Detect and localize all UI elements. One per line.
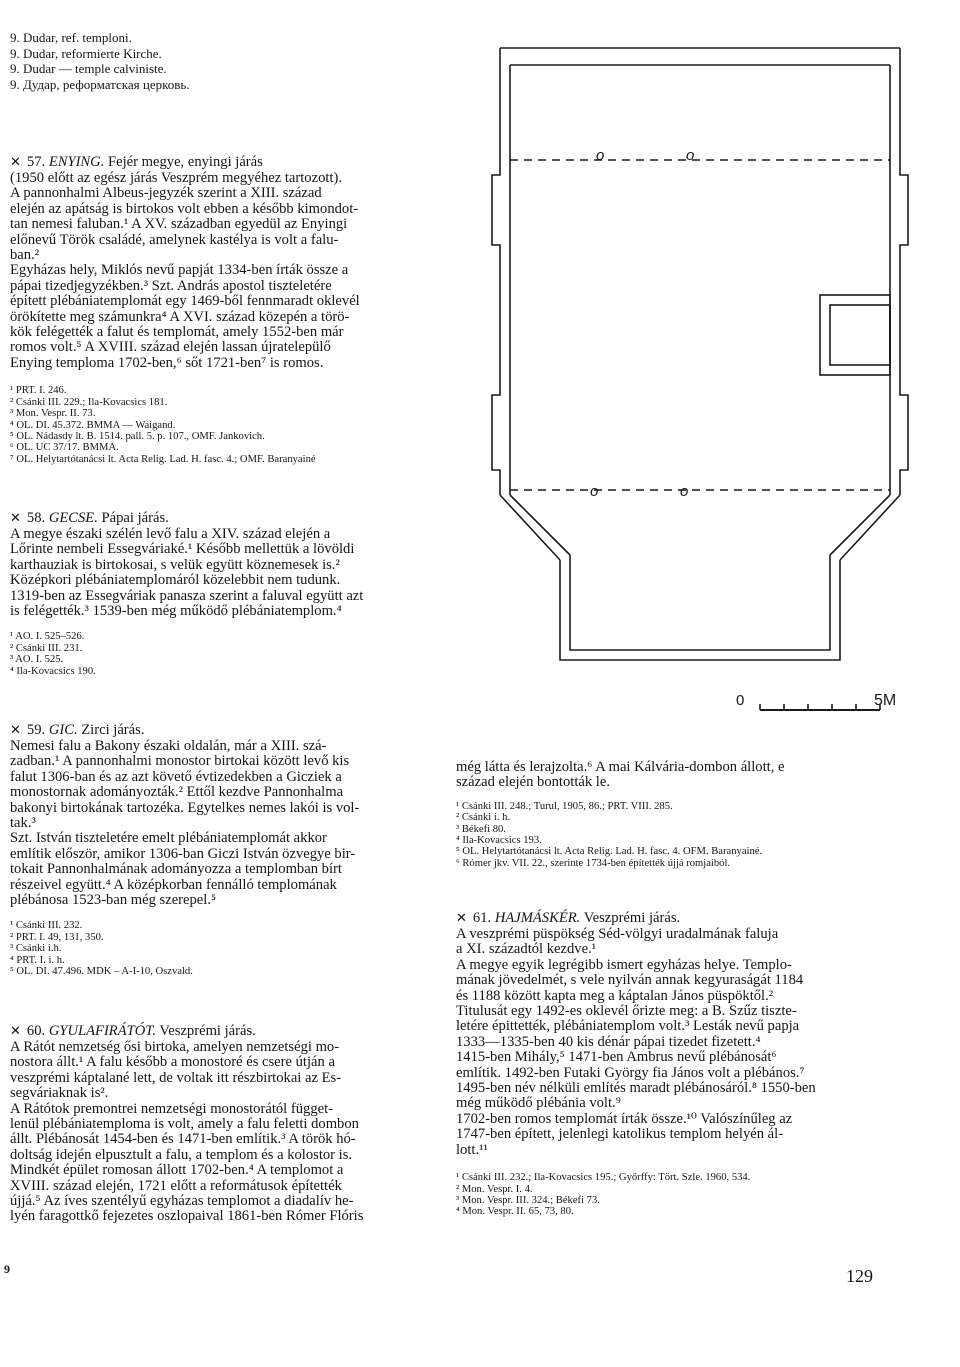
plan-right-wall	[900, 48, 908, 495]
column-mark: o	[596, 147, 605, 164]
column-mark: o	[590, 483, 599, 500]
entry-heading: ✕ 60. GYULAFIRÁTÓT. Veszprémi járás.	[10, 1023, 256, 1039]
apse-left-inner	[510, 495, 570, 555]
place-name: GIC.	[48, 722, 78, 738]
cross-icon: ✕	[10, 511, 21, 526]
cross-icon: ✕	[10, 155, 21, 170]
district: Veszprémi járás.	[583, 910, 681, 926]
sanctuary-outer	[560, 560, 840, 660]
entry-heading: ✕ 58. GECSE. Pápai járás.	[10, 510, 169, 526]
cross-icon: ✕	[10, 1024, 21, 1039]
entry-60-continued	[456, 760, 896, 869]
place-name: ENYING.	[48, 154, 105, 170]
scale-label: 5M	[874, 692, 897, 709]
entry-text: A Rátót nemzetség ősi birtoka, amelyen nemzetségi mo- nostora állt.¹ A falu később a monostoré és csere útján a veszprémi káptalané lett, de voltak itt részbirtokai az Es- segváriaknak is². A Rátótok premontrei nemzetségi monostorától függet- lenül plébániatemploma is volt, amely a falu feletti dombon állt. Plébánosát 1454-ben és 1471-ben említik.³ A török hó- doltság idején elpusztult a falu, a templom és a kolostor is. Mindkét épület romosan állott 1702-ben.⁴ A templomot a XVIII. század elején, 1721 előtt a reformátusok építették újjá.⁵ Az íves szentélyű egyházas templomot a diadalív he- lyén faragottkő fejezetes oszlopaival 1861-ben Rómer Flóris	[10, 1039, 364, 1225]
church-floor-plan	[470, 40, 910, 720]
footnotes: ¹ Csánki III. 232. ² PRT. I. 49, 131, 350. ³ Csánki i.h. ⁴ PRT. I. i. h. ⁵ OL. DI. 47.496. MDK – A-I-10, Oszvald.	[10, 920, 193, 978]
cross-icon: ✕	[456, 911, 467, 926]
scale-zero: 0	[736, 692, 745, 709]
apse-right-inner	[830, 495, 890, 555]
cross-icon: ✕	[10, 723, 21, 738]
district: Veszprémi járás.	[159, 1023, 256, 1039]
footnotes: ¹ Csánki III. 232.; Ila-Kovacsics 195.; Győrffy: Tört. Szle. 1960, 534. ² Mon. Vespr. I. 4. ³ Mon. Vespr. III. 324.; Békefi 73. ⁴ Mon. Vespr. II. 65, 73, 80.	[456, 1172, 751, 1218]
caption-hu: 9. Dudar, ref. temploni.	[10, 30, 132, 45]
signature-mark: 9	[4, 1262, 10, 1276]
apse-right-diagonal	[840, 495, 900, 560]
district: Zirci járás.	[81, 722, 145, 738]
place-name: GECSE.	[48, 510, 98, 526]
side-chapel-inner	[830, 305, 890, 365]
footnotes: ¹ PRT. I. 246. ² Csánki III. 229.; Ila-Kovacsics 181. ³ Mon. Vespr. II. 73. ⁴ OL. DI. 45.372. BMMA — Waigand. ⁵ OL. Nádasdy lt. B. 1514. pall. 5. p. 107., OMF. Jankovich. ⁶ OL. UC 37/17. BMMA. ⁷ OL. Helytartótanácsi lt. Acta Relig. Lad. H. fasc. 4.; OMF. Baranyainé	[10, 385, 316, 465]
caption-de: 9. Dudar, reformierte Kirche.	[10, 45, 162, 61]
figure-captions	[10, 30, 370, 92]
entry-text: A megye északi szélén levő falu a XIV. század elején a Lőrinte nembeli Essegváriaké.¹ Később mellettük a lövöldi karthauziak is birtokosai, s velük együtt köznemesek is.² Középkori plébániatemplomáról közelebbit nem tudunk. 1319-ben az Essegváriak panasza szerint a faluval együtt azt is felégették.³ 1539-ben még működő plébániatemplom.⁴	[10, 526, 364, 620]
footnotes: ¹ AO. I. 525–526. ² Csánki III. 231. ³ AO. I. 525. ⁴ Ila-Kovacsics 190.	[10, 631, 96, 677]
entry-61	[456, 910, 896, 1218]
place-name: HAJMÁSKÉR.	[494, 910, 581, 926]
entry-heading: ✕ 57. ENYING. Fejér megye, enyingi járás	[10, 154, 263, 170]
page-number: 129	[846, 1266, 873, 1286]
entry-heading: ✕ 59. GIC. Zirci járás.	[10, 722, 145, 738]
entry-text: (1950 előtt az egész járás Veszprém megyéhez tartozott). A pannonhalmi Albeus-jegyzék szerint a XIII. század elején az apátság is birtokos volt ebben a később kimondot- tan nemesi faluban.¹ A XV. században egyedül az Enyingi előnevű Török családé, amelynek kastélya is volt a falu- ban.² Egyházas hely, Miklós nevű papját 1334-ben írták össze a pápai tizedjegyzékben.³ Szt. András apostol tiszteletére épített plébániatemplomát egy 1469-ből fennmaradt oklevél örökítette meg számunkra⁴ A XVI. század közepén a törö- kök felégették a falut és templomát, amely 1552-ben már romos volt.⁵ A XVIII. század elején lassan újratelepülő Enying temploma 1702-ben,⁶ sőt 1721-ben⁷ is romos.	[10, 170, 360, 371]
entry-text: Nemesi falu a Bakony északi oldalán, már a XIII. szá- zadban.¹ A pannonhalmi monostor birtokai között levő kis falut 1306-ban és az azt követő évtizedekben a Gicziek a monostornak adományozták.² Ettől kezdve Pannonhalma bakonyi birtokának tartozéka. Egytelkes nemes lakói is vol- tak.³ Szt. István tiszteletére emelt plébániatemplomát akkor említik először, amikor 1306-ban Giczi István özvegye bir- tokait Pannonhalmának adományozza a templomban bírt részeivel együtt.⁴ A középkorban fennálló templomának plébánosa 1523-ban még szerepel.⁵	[10, 738, 360, 909]
entry-60	[10, 1023, 420, 1225]
entry-heading: ✕ 61. HAJMÁSKÉR. Veszprémi járás.	[456, 910, 681, 926]
column-mark: o	[680, 483, 689, 500]
column-mark: o	[686, 147, 695, 164]
district: Pápai járás.	[101, 510, 169, 526]
place-name: GYULAFIRÁTÓT.	[48, 1023, 156, 1039]
caption-ru: 9. Дудар, реформатская церковь.	[10, 76, 190, 92]
footnotes: ¹ Csánki III. 248.; Turul, 1905, 86.; PRT. VIII. 285. ² Csánki i. h. ³ Békefi 80. ⁴ Ila-Kovacsics 193. ⁵ OL. Helytartótanácsi lt. Acta Relig. Lad. H. fasc. 4. OFM. Baranyainé. ⁶ Rómer jkv. VII. 22., szerinte 1734-ben építették újjá romjaiból.	[456, 800, 763, 869]
entry-57	[10, 154, 420, 465]
entry-text: A veszprémi püspökség Séd-völgyi uradalmának faluja a XI. századtól kezdve.¹ A megye egyik legrégibb ismert egyházas helye. Templo- mának jövedelmét, s vele nyilván annak kegyuraságát 1184 és 1188 között kapta meg a káptalan János püspöktől.² Titulusát egy 1492-es oklevél őrizte meg: a B. Szűz tiszte- letére épittették, plébániatemplom volt.³ Lesták nevű papja 1333—1335-ben 40 kis dénár pápai tizedet fizetett.⁴ 1415-ben Mihály,⁵ 1471-ben Ambrus nevű plébánosát⁶ említik. 1492-ben Futaki György fia János volt a plébános.⁷ 1495-ben név nélküli említés maradt plébánosáról.⁸ 1550-ben még működő plébánia volt.⁹ 1702-ben romos templomát írták össze.¹⁰ Valószínűleg az 1747-ben épített, jelenlegi katolikus templom helyén ál- lott.¹¹	[456, 926, 816, 1158]
entry-58	[10, 510, 420, 677]
district: Fejér megye, enyingi járás	[108, 154, 263, 170]
plan-left-wall	[492, 48, 500, 495]
entry-59	[10, 722, 420, 978]
entry-text: még látta és lerajzolta.⁶ A mai Kálvária-dombon állott, e század elején bontották le.	[456, 759, 785, 791]
caption-fr: 9. Dudar — temple calviniste.	[10, 61, 167, 77]
apse-left-diagonal	[500, 495, 560, 560]
sanctuary-inner	[570, 555, 830, 650]
